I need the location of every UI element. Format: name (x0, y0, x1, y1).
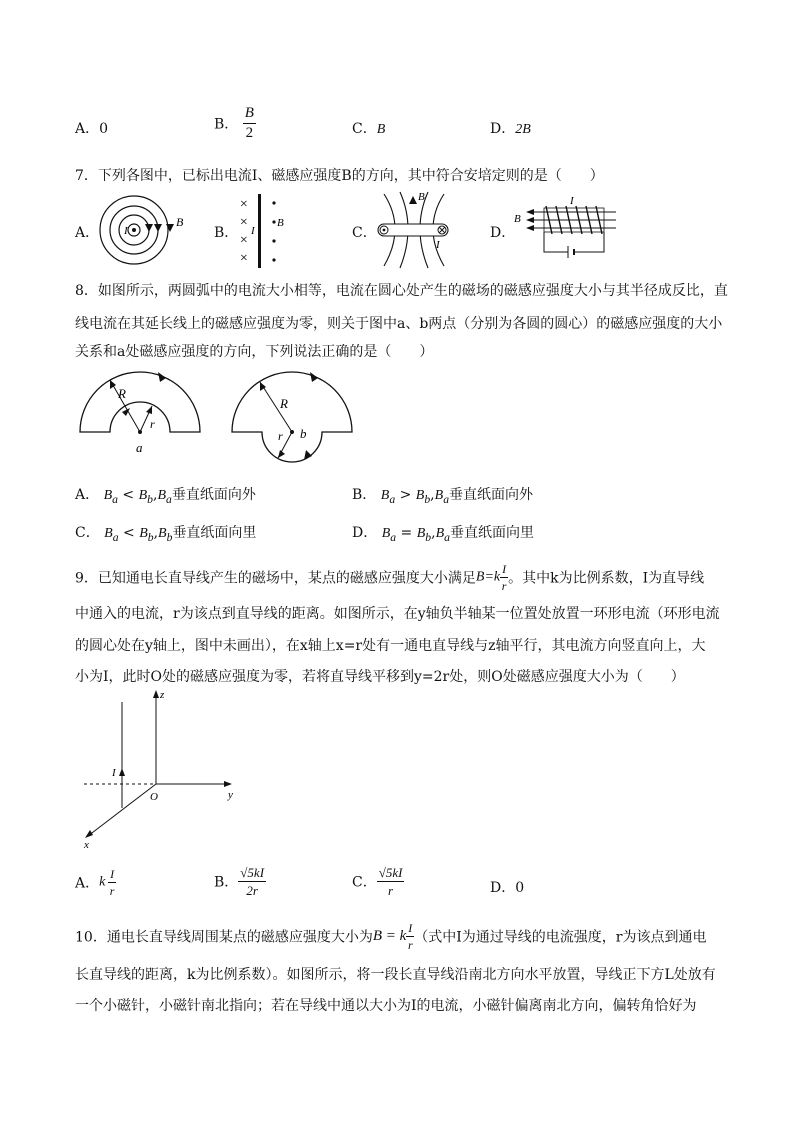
q7-figure-a (98, 192, 198, 272)
svg-text:I: I (251, 225, 255, 237)
svg-text:×: × (239, 197, 249, 212)
q8-figure-a (78, 360, 208, 455)
svg-text:×: × (239, 233, 249, 248)
q7-figure-d (512, 192, 622, 268)
q6-option-b: B． $\frac{B}{2}$ (214, 105, 254, 141)
q9-option-b: B． $\frac{√5kI}{2r}$ (214, 865, 265, 898)
q9-stem-line1: 9．已知通电长直导线产生的磁场中，某点的磁感应强度大小满足B=k $\frac{I}{r}$ 。其中k为比例系数，I为直导线 (75, 562, 705, 593)
fraction: $\frac{√5kI}{r}$ (378, 865, 403, 898)
svg-text:B: B (176, 215, 184, 229)
q10-stem-line1: 10．通电长直导线周围某点的磁感应强度大小为B = k $\frac{I}{r}$ （式中I为通过导线的电流强度，r为该点到通电 (75, 921, 707, 952)
q8-stem-line2: 线电流在其延长线上的磁感应强度为零，则关于图中a、b两点（分别为各圆的圆心）的磁感应强度的大小 (75, 316, 723, 332)
q7-stem: 7．下列各图中，已标出电流I、磁感应强度B的方向，其中符合安培定则的是（ ） (75, 168, 604, 184)
svg-text:I: I (436, 239, 440, 251)
svg-text:R: R (118, 386, 126, 401)
q9-stem-line3: 的圆心处在y轴上，图中未画出），在x轴上x=r处有一通电直导线与z轴平行，其电流方向竖直向上，大 (75, 638, 706, 654)
q6-option-d: D．2B (490, 121, 531, 137)
svg-text:a: a (136, 440, 143, 455)
q9-option-c: C． $\frac{√5kI}{r}$ (352, 865, 403, 898)
q9-stem-line2: 中通入的电流，r为该点到直导线的距离。如图所示，在y轴负半轴某一位置处放置一环形电流（环形电流 (75, 606, 720, 622)
q7-label-b: B． (214, 225, 239, 241)
q10-stem-line2: 长直导线的距离，k为比例系数）。如图所示，将一段长直导线沿南北方向水平放置，导线正下方L处放有 (75, 967, 716, 983)
formula-fraction: $\frac{I}{r}$ (501, 562, 507, 593)
q7-figure-b (234, 192, 294, 272)
q9-figure-axes (82, 688, 252, 851)
svg-text:I: I (570, 195, 574, 207)
q8-option-a: A． $B_a < B_b,B_a$垂直纸面向外 (75, 487, 256, 506)
svg-text:r: r (278, 429, 283, 443)
q9-option-d: D．0 (490, 880, 525, 896)
q6-option-a: A．0 (75, 121, 109, 137)
q8-option-b: B． $B_a > B_b,B_a$垂直纸面向外 (352, 487, 534, 506)
q7-label-d: D． (490, 225, 516, 241)
svg-text:x: x (84, 839, 89, 851)
q7-label-a: A． (75, 225, 100, 241)
svg-text:B: B (418, 191, 425, 203)
q8-stem-line3: 关系和a处磁感应强度的方向，下列说法正确的是（ ） (75, 344, 434, 360)
q10-stem-line3: 一个小磁针，小磁针南北指向；若在导线中通以大小为I的电流，小磁针偏离南北方向，偏转角恰好为 (75, 998, 697, 1014)
svg-text:B: B (514, 213, 521, 225)
svg-text:b: b (300, 426, 307, 441)
q9-option-a: A．k $\frac{I}{r}$ (75, 867, 115, 898)
svg-text:B: B (277, 217, 284, 229)
svg-text:r: r (150, 417, 155, 431)
fraction: $\frac{B}{2}$ (244, 105, 254, 141)
q8-stem-line1: 8．如图所示，两圆弧中的电流大小相等，电流在圆心处产生的磁场的磁感应强度大小与其半径成反比，直 (75, 283, 728, 299)
svg-text:y: y (228, 789, 233, 801)
svg-text:I: I (112, 767, 116, 779)
svg-text:×: × (239, 251, 249, 266)
formula-fraction: $\frac{I}{r}$ (407, 921, 413, 952)
svg-text:×: × (239, 215, 249, 230)
q7-figure-c (372, 188, 462, 272)
svg-text:z: z (160, 689, 165, 701)
svg-text:I: I (124, 225, 128, 237)
q8-option-c: C． $B_a < B_b,B_b$垂直纸面向里 (75, 525, 257, 544)
q8-option-d: D． $B_a = B_b,B_a$垂直纸面向里 (352, 525, 534, 544)
fraction: $\frac{I}{r}$ (109, 867, 115, 898)
svg-text:R: R (280, 396, 288, 411)
q8-figure-b (230, 360, 360, 468)
q6-option-c: C．B (352, 121, 386, 137)
fraction: $\frac{√5kI}{2r}$ (240, 865, 265, 898)
q7-label-c: C． (352, 225, 377, 241)
svg-text:O: O (150, 791, 158, 803)
q9-stem-line4: 小为I，此时O处的磁感应强度为零，若将直导线平移到y=2r处，则O处磁感应强度大小为（ ） (75, 669, 685, 685)
